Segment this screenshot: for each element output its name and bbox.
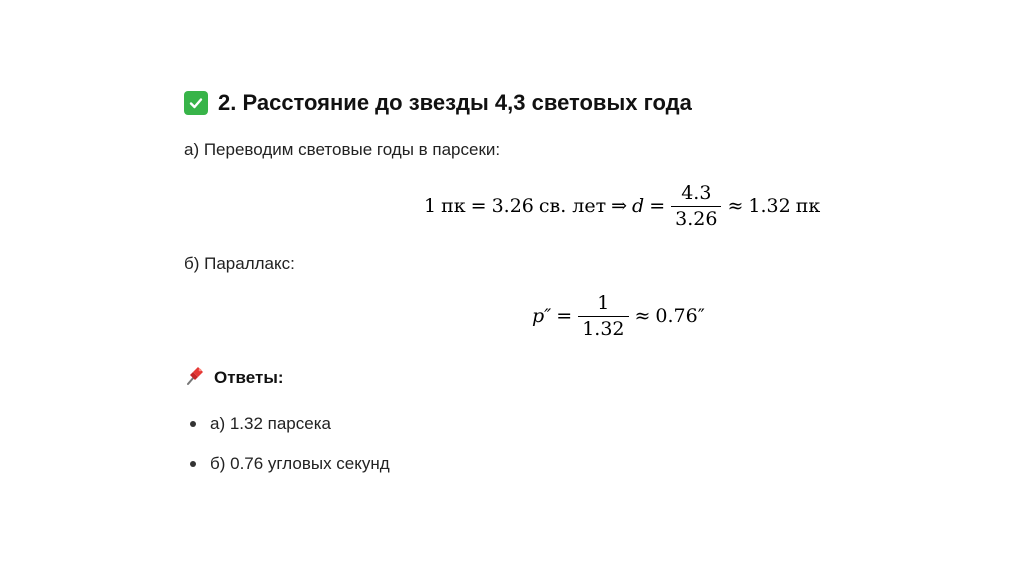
eq1-numerator: 4.3 [681, 181, 712, 204]
part-a-text: а) Переводим световые годы в парсеки: [184, 140, 501, 159]
eq1-implies: ⇒ [611, 195, 628, 217]
eq2-approx: ≈ [634, 305, 651, 327]
eq2-denominator: 1.32 [578, 316, 628, 340]
list-item [190, 444, 390, 484]
bullet-icon [190, 461, 196, 467]
answer-text: б) 0.76 угловых секунд [210, 454, 390, 473]
answers-title: Ответы: [214, 367, 284, 387]
part-b-text: б) Параллакс: [184, 254, 295, 273]
list-item [190, 404, 390, 444]
eq1-denominator: 3.26 [671, 206, 721, 230]
eq1-rhs-value: 3.26 [491, 195, 534, 217]
equation-parallax [532, 288, 705, 344]
eq2-equals: = [556, 305, 573, 327]
eq1-result-unit: пк [795, 195, 821, 217]
answers-heading [184, 364, 284, 391]
answer-text: а) 1.32 парсека [210, 414, 331, 433]
eq2-fraction [578, 293, 628, 340]
eq2-numerator: 1 [597, 291, 610, 314]
eq1-result: 1.32 [748, 195, 791, 217]
equation-parsec-conversion [424, 178, 820, 234]
eq1-rhs-unit: св. лет [538, 195, 607, 217]
eq2-result: 0.76″ [655, 305, 705, 327]
answers-list [190, 404, 390, 484]
pushpin-icon [184, 364, 206, 391]
check-mark-icon [184, 91, 208, 115]
eq1-lhs-unit: пк [441, 195, 466, 217]
eq1-lhs-number: 1 [424, 195, 437, 217]
section-heading [184, 90, 692, 116]
eq2-variable: p″ [532, 305, 552, 327]
heading-text: 2. Расстояние до звезды 4,3 световых года [218, 90, 692, 115]
eq1-variable: d [632, 195, 645, 217]
eq1-equals-2: = [649, 195, 666, 217]
eq1-equals: = [470, 195, 487, 217]
eq1-fraction [671, 183, 721, 230]
eq1-approx: ≈ [727, 195, 744, 217]
bullet-icon [190, 421, 196, 427]
